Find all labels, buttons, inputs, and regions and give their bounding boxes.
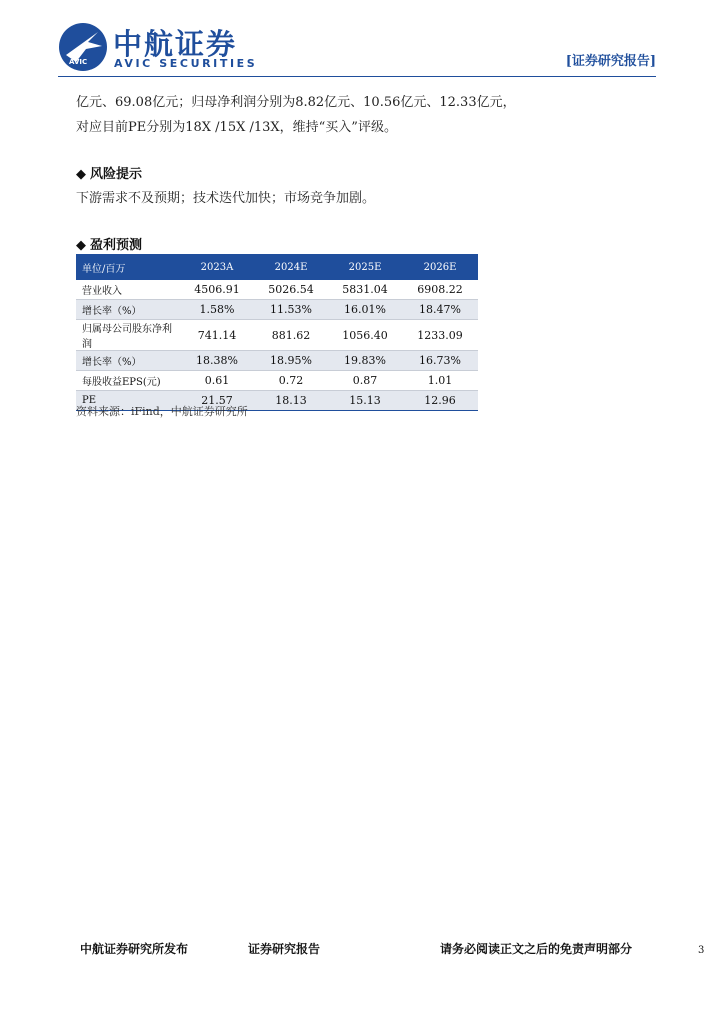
- row-label: PE: [76, 391, 180, 411]
- table-cell: 16.01%: [328, 300, 402, 320]
- report-type-label: [证券研究报告]: [565, 54, 656, 69]
- diamond-bullet-icon: ◆: [76, 167, 86, 182]
- row-label: 每股收益EPS(元): [76, 371, 180, 391]
- forecast-heading: [76, 234, 142, 253]
- column-header: 2025E: [328, 254, 402, 280]
- table-cell: 18.47%: [402, 300, 478, 320]
- earnings-forecast-table: [76, 254, 478, 411]
- column-header: 单位/百万: [76, 254, 180, 280]
- risk-heading: [76, 163, 142, 182]
- table-cell: 12.96: [402, 391, 478, 411]
- body-text-line-1: 亿元、69.08亿元；归母净利润分别为8.82亿元、10.56亿元、12.33亿元，: [76, 95, 516, 110]
- table-row: [76, 320, 478, 351]
- table-source-note: 资料来源：iFind，中航证券研究所: [76, 405, 248, 418]
- avic-logo-icon: [58, 22, 108, 72]
- table-cell: 1056.40: [328, 320, 402, 351]
- brand-name-cn: 中航证券: [113, 27, 238, 61]
- row-label: 营业收入: [76, 280, 180, 300]
- table-cell: 16.73%: [402, 351, 478, 371]
- brand-name-en: AVIC SECURITIES: [114, 57, 258, 70]
- table-cell: 15.13: [328, 391, 402, 411]
- table-cell: 11.53%: [254, 300, 328, 320]
- table-cell: 19.83%: [328, 351, 402, 371]
- table-cell: 881.62: [254, 320, 328, 351]
- table-cell: 6908.22: [402, 280, 478, 300]
- page-number: 3: [698, 945, 705, 956]
- header-divider: [58, 76, 656, 77]
- table-cell: 5831.04: [328, 280, 402, 300]
- table-row: [76, 300, 478, 320]
- table-cell: 18.38%: [180, 351, 254, 371]
- footer-report-type: 证券研究报告: [248, 942, 321, 956]
- table-cell: 1.01: [402, 371, 478, 391]
- table-row: [76, 280, 478, 300]
- column-header: 2026E: [402, 254, 478, 280]
- table-cell: 4506.91: [180, 280, 254, 300]
- table-cell: 0.61: [180, 371, 254, 391]
- table-cell: 18.13: [254, 391, 328, 411]
- table-row: [76, 371, 478, 391]
- row-label: 归属母公司股东净利润: [76, 320, 180, 351]
- table-cell: 0.87: [328, 371, 402, 391]
- footer-publisher: 中航证券研究所发布: [80, 942, 189, 956]
- column-header: 2024E: [254, 254, 328, 280]
- table-row: [76, 351, 478, 371]
- row-label: 增长率（%）: [76, 300, 180, 320]
- row-label: 增长率（%）: [76, 351, 180, 371]
- table-cell: 18.95%: [254, 351, 328, 371]
- table-cell: 5026.54: [254, 280, 328, 300]
- table-cell: 1233.09: [402, 320, 478, 351]
- table-header-row: [76, 254, 478, 280]
- table-cell: 0.72: [254, 371, 328, 391]
- table-cell: 21.57: [180, 391, 254, 411]
- risk-text: 下游需求不及预期；技术迭代加快；市场竞争加剧。: [76, 191, 376, 206]
- table-cell: 1.58%: [180, 300, 254, 320]
- table-cell: 741.14: [180, 320, 254, 351]
- body-text-line-2: 对应目前PE分别为18X /15X /13X，维持“买入”评级。: [76, 120, 397, 135]
- forecast-heading-title: 盈利预测: [90, 238, 143, 253]
- risk-heading-title: 风险提示: [90, 167, 143, 182]
- svg-text:AVIC: AVIC: [69, 58, 88, 66]
- column-header: 2023A: [180, 254, 254, 280]
- page-header: [0, 0, 724, 80]
- diamond-bullet-icon: ◆: [76, 238, 86, 253]
- footer-disclaimer-note: 请务必阅读正文之后的免责声明部分: [440, 942, 633, 956]
